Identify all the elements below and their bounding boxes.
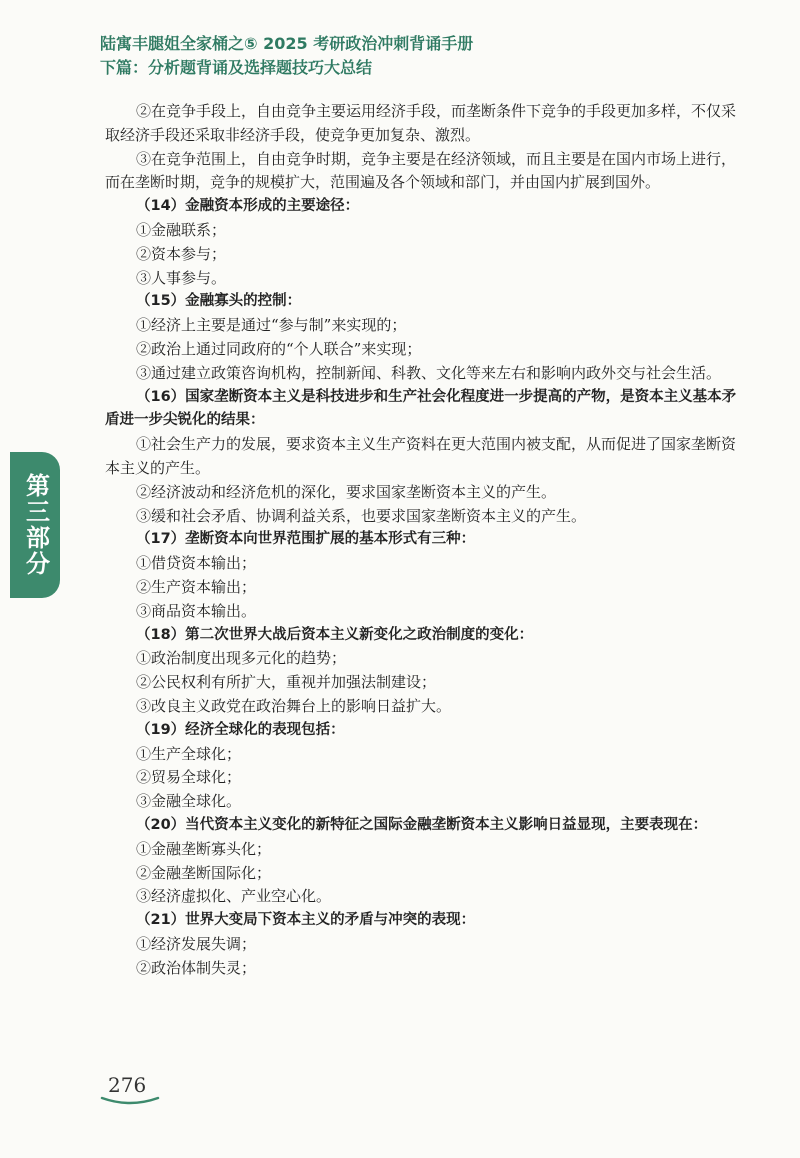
list-item: ①经济发展失调； (136, 934, 257, 953)
body-paragraph: ②在竞争手段上，自由竞争主要运用经济手段，而垄断条件下竞争的手段更加多样，不仅采取经济手段还采取非经济手段，使竞争更加复杂、激烈。 (105, 102, 737, 144)
page-number: 276 (108, 1073, 147, 1097)
section-heading: （17）垄断资本向世界范围扩展的基本形式有三种： (136, 531, 476, 548)
list-item: ②经济波动和经济危机的深化，要求国家垄断资本主义的产生。 (136, 482, 557, 501)
list-item: ②贸易全球化； (136, 768, 242, 787)
section-heading: （15）金融寡头的控制： (136, 293, 302, 310)
header-subtitle: 下篇：分析题背诵及选择题技巧大总结 (100, 58, 373, 77)
section-heading: （16）国家垄断资本主义是科技进步和生产社会化程度进一步提高的产物，是资本主义基本矛盾进一步尖锐化的结果： (105, 388, 737, 429)
body-paragraph: ①社会生产力的发展，要求资本主义生产资料在更大范围内被支配，从而促进了国家垄断资本主义的产生。 (105, 435, 737, 477)
section-heading: （18）第二次世界大战后资本主义新变化之政治制度的变化： (136, 626, 534, 643)
list-item: ①金融垄断寡头化； (136, 839, 272, 858)
list-item: ②政治体制失灵； (136, 958, 257, 977)
list-item: ②金融垄断国际化； (136, 863, 272, 882)
section-tab: 第三部分 (10, 452, 60, 598)
header-title: 陆寓丰腿姐全家桶之⑤ 2025 考研政治冲刺背诵手册 (100, 34, 474, 53)
list-item: ②公民权利有所扩大，重视并加强法制建设； (136, 673, 437, 692)
list-item: ①金融联系； (136, 220, 227, 239)
list-item: ①借贷资本输出； (136, 554, 257, 573)
section-heading: （14）金融资本形成的主要途径： (136, 198, 360, 215)
section-heading: （21）世界大变局下资本主义的矛盾与冲突的表现： (136, 912, 476, 929)
list-item: ②生产资本输出； (136, 577, 257, 596)
list-item: ①生产全球化； (136, 744, 242, 763)
body-paragraph: ③在竞争范围上，自由竞争时期，竞争主要是在经济领域，而且主要是在国内市场上进行，而在垄断时期，竞争的规模扩大，范围遍及各个领域和部门，并由国内扩展到国外。 (105, 149, 737, 192)
section-heading: （19）经济全球化的表现包括： (136, 721, 345, 738)
list-item: ③人事参与。 (136, 268, 227, 287)
list-item: ①政治制度出现多元化的趋势； (136, 649, 347, 668)
list-item: ③改良主义政党在政治舞台上的影响日益扩大。 (136, 696, 452, 715)
page-number-swoosh (100, 1092, 160, 1108)
list-item: ③金融全球化。 (136, 792, 242, 811)
body-paragraph: ③通过建立政策咨询机构，控制新闻、科教、文化等来左右和影响内政外交与社会生活。 (136, 363, 722, 382)
section-heading: （20）当代资本主义变化的新特征之国际金融垄断资本主义影响日益显现，主要表现在： (136, 816, 708, 833)
list-item: ②资本参与； (136, 244, 227, 263)
list-item: ③经济虚拟化、产业空心化。 (136, 887, 332, 906)
running-header (100, 32, 760, 80)
list-item: ①经济上主要是通过“参与制”来实现的； (136, 316, 407, 335)
list-item: ③商品资本输出。 (136, 601, 257, 620)
list-item: ②政治上通过同政府的“个人联合”来实现； (136, 339, 422, 358)
list-item: ③缓和社会矛盾、协调利益关系，也要求国家垄断资本主义的产生。 (136, 506, 587, 525)
page-content (105, 100, 745, 980)
